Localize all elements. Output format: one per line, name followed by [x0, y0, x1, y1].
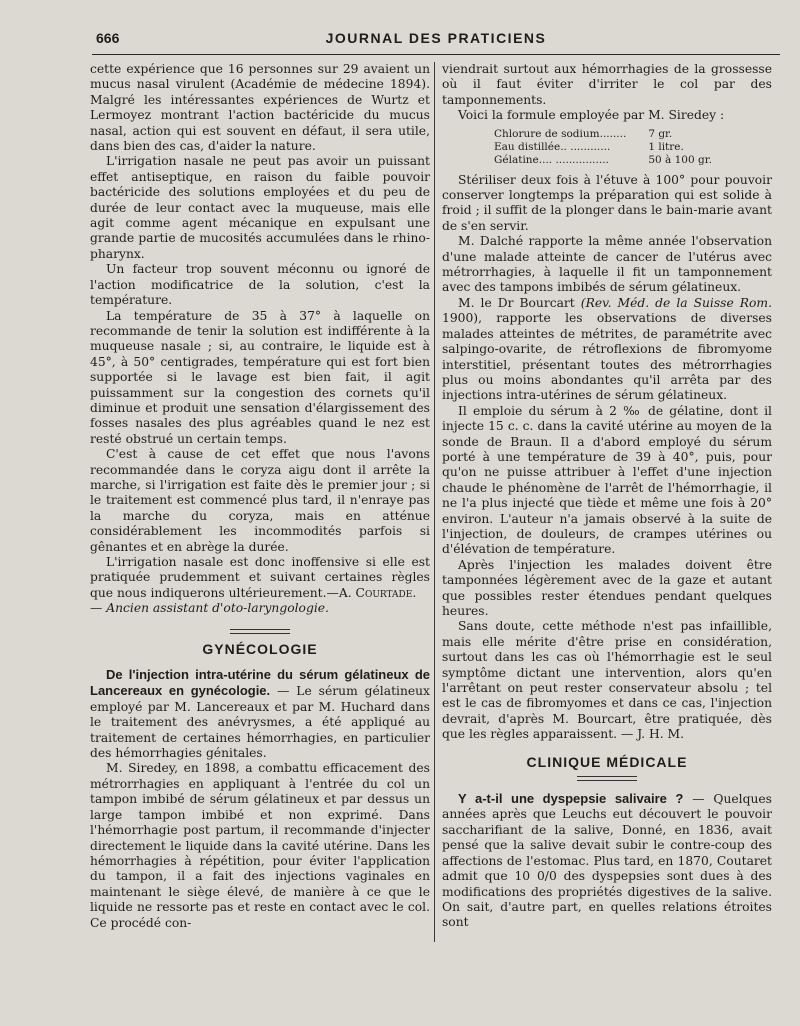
- journal-reference: (Rev. Méd. de la Suisse Rom.: [580, 295, 773, 310]
- left-column: [90, 62, 430, 931]
- section-title: GYNÉCOLOGIE: [202, 640, 318, 657]
- punctuation: .: [412, 585, 417, 600]
- paragraph-text: M. le Dr Bourcart: [458, 295, 581, 310]
- paragraph: viendrait surtout aux hémorrhagies de la grossesse où il faut éviter d'irriter le col par des tamponnements.: [442, 62, 772, 107]
- author-signature: Courtade: [355, 585, 413, 600]
- quantity: 50 à 100 gr.: [648, 153, 712, 166]
- formula-row: [490, 141, 716, 154]
- formula-row: [490, 154, 716, 167]
- article-title: De l'injection intra-utérine du sérum gélatineux de Lancereaux en gynécologie.: [90, 667, 430, 699]
- paragraph: M. Dalché rapporte la même année l'observation d'une malade atteinte de cancer de l'utérus avec métrorrhagies, à laquelle il fit un tamponnement avec des tampons imbibés de sérum gélatineux.: [442, 234, 772, 295]
- article-paragraph: [90, 667, 430, 761]
- quantity: 1 litre.: [648, 140, 684, 153]
- section-heading-gynecologie: [90, 629, 430, 657]
- section-heading-clinique: [442, 755, 772, 781]
- paragraph: cette expérience que 16 personnes sur 29 avaient un mucus nasal virulent (Académie de médecine 1894). Malgré les intéressantes expériences de Wurtz et Lermoyez montrant l'action bactéricide du mucus nasal, action qui est souvent en défaut, il sera utile, dans bien des cas, d'aider la nature.: [90, 62, 430, 154]
- paragraph: M. Siredey, en 1898, a combattu efficacement des métrorrhagies en appliquant à l'entrée du col un tampon imbibé de sérum gélatineux et par dessus un large tampon imbibé et non exprimé. Dans l'hémorrhagie post partum, il recommande d'injecter directement le liquide dans la cavité utérine. Dans les hémorrhagies à répétition, pour éviter l'application du tampon, il a fait des injections vaginales en maintenant le siège élevé, de manière à ce que le liquide ne ressorte pas et reste en contact avec le col. Ce procédé con-: [90, 761, 430, 930]
- section-title: CLINIQUE MÉDICALE: [526, 753, 688, 770]
- paragraph-text: — Le sérum gélatineux employé par M. Lancereaux et par M. Huchard dans le traitement des anévrysmes, a été appliqué au traitement de certaines hémorrhagies, en particulier des hémorrhagies génitales.: [90, 684, 430, 761]
- paragraph: Après l'injection les malades doivent être tamponnées légèrement avec de la gaze et autant que possibles rester étendues pendant quelques heures.: [442, 557, 772, 618]
- article-paragraph: [442, 791, 772, 931]
- ornament-rule: [577, 776, 637, 781]
- ingredient: Chlorure de sodium........: [494, 127, 627, 140]
- paragraph: L'irrigation nasale ne peut pas avoir un puissant effet antiseptique, en raison du faible pouvoir bactéricide des solutions employées et du peu de durée de leur contact avec la muqueuse, mais elle agit comme agent mécanique en expulsant une grande partie de mucosités accumulées dans le rhino-pharynx.: [90, 154, 430, 261]
- column-divider: [434, 62, 435, 942]
- paragraph-text: L'irrigation nasale est donc inoffensive si elle est pratiquée prudemment et suivant certaines règles que nous indiquerons ultérieurement.—A.: [90, 555, 430, 600]
- page-header: [92, 30, 780, 52]
- paragraph-text: 1900), rapporte les observations de diverses malades atteintes de métrites, de paramétrite avec salpingo-ovarite, de rétroflexions de fibromyome interstitiel, présentant toutes des métrorrhagies plus ou moins abondantes qu'il arrêta par des injections intra-utérines de sérum gélatineux.: [442, 311, 772, 403]
- ingredient: Gélatine.... ................: [494, 153, 609, 166]
- paragraph: Il emploie du sérum à 2 ‰ de gélatine, dont il injecte 15 c. c. dans la cavité utérine au moyen de la sonde de Braun. Il a d'abord employé du sérum porté à une température de 39 à 40°, puis, pour qu'on ne puisse attribuer à l'effet d'une injection chaude le phénomène de l'arrêt de l'hémorrhagie, il ne l'a plus injecté que tiède et même une fois à 20° environ. L'auteur n'a jamais observé à la suite de l'injection, de douleurs, de crampes utérines ou d'élévation de température.: [442, 403, 772, 557]
- author-role: — Ancien assistant d'oto-laryngologie.: [90, 601, 329, 616]
- paragraph: [442, 296, 772, 404]
- paragraph: Stériliser deux fois à l'étuve à 100° pour pouvoir conserver longtemps la préparation qui est solide à froid ; il suffit de la plonger dans le bain-marie avant de s'en servir.: [442, 172, 772, 233]
- paragraph-text: — Quelques années après que Leuchs eut découvert le pouvoir saccharifiant de la salive, Donné, en 1836, avait pensé que la salive devait subir le contre-coup des affections de l'estomac. Plus tard, en 1870, Coutaret admit que 10 0/0 des dyspepsies sont dues à des modifications des propriétés digestives de la salive. On sait, d'autre part, en quelles relations étroites sont: [442, 792, 772, 930]
- ornament-rule: [230, 629, 290, 634]
- ingredient: Eau distillée.. ............: [494, 140, 611, 153]
- article-title: Y a-t-il une dyspepsie salivaire ?: [458, 791, 684, 807]
- paragraph: La température de 35 à 37° à laquelle on recommande de tenir la solution est indifférente à la muqueuse nasale ; si, au contraire, le liquide est à 45°, à 50° centigrades, température qui est fort bien supportée si le lavage est bien fait, il agit puissamment sur la congestion des cornets qu'il diminue et produit une sensation d'élargissement des fosses nasales des plus agréables quand le nez est resté obstrué un certain temps.: [90, 308, 430, 446]
- header-rule: [92, 54, 780, 55]
- right-column: [442, 62, 772, 931]
- paragraph: Voici la formule employée par M. Siredey :: [458, 108, 725, 123]
- formula-table: [490, 128, 716, 167]
- paragraph: C'est à cause de cet effet que nous l'avons recommandée dans le coryza aigu dont il arrête la marche, si l'irrigation est faite dès le premier jour ; si le traitement est commencé plus tard, il n'enraye pas la marche du coryza, mais en atténue considérablement les incommodités parfois si gênantes et en abrège la durée.: [90, 447, 430, 554]
- paragraph: [90, 555, 430, 617]
- running-title: JOURNAL DES PRATICIENS: [325, 30, 547, 46]
- page-number: 666: [96, 30, 120, 46]
- quantity: 7 gr.: [648, 127, 673, 140]
- formula-row: [490, 128, 716, 141]
- paragraph: Un facteur trop souvent méconnu ou ignoré de l'action modificatrice de la solution, c'est la température.: [90, 262, 430, 308]
- paragraph: Sans doute, cette méthode n'est pas infaillible, mais elle mérite d'être prise en considération, surtout dans les cas où l'hémorrhagie est le seul symptôme dictant une intervention, alors qu'en l'arrêtant on peut rester conservateur absolu ; tel est le cas de fibromyomes et dans ce cas, l'injection devrait, d'après M. Bourcart, être pratiquée, dès que les règles apparaissent. — J. H. M.: [442, 619, 772, 742]
